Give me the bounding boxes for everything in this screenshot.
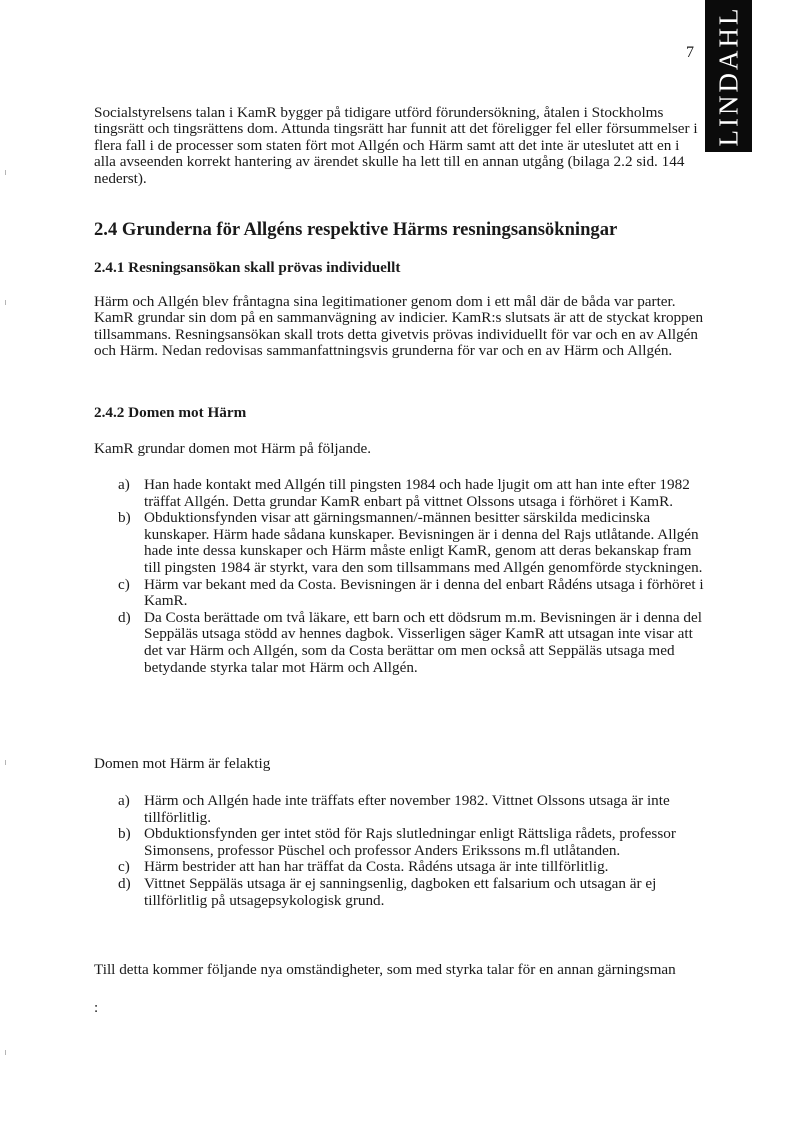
list-item-text: Da Costa berättade om två läkare, ett barn och ett dödsrum m.m. Bevisningen är i denna del Seppäläs utsaga stödd av hennes dagbok. Visserligen säger KamR att utsagan inte visar att det var Härm och Allgén, som da Costa berättar om men också att Seppäläs utsaga med betydande styrka talar mot Härm och Allgén. [144,608,702,676]
list-item-text: Obduktionsfynden ger intet stöd för Rajs slutledningar enligt Rättsliga rådets, professor Simonsens, professor Püschel och professor Anders Erikssons m.fl utlåtanden. [144,825,676,859]
grounds-list [118,477,708,676]
list-item [118,859,708,876]
list-item [118,477,708,510]
list-marker: a) [118,792,130,809]
list-item [118,610,708,676]
page-number: 7 [686,44,694,61]
harm-intro-paragraph: KamR grundar domen mot Härm på följande. [94,440,372,457]
list-marker: d) [118,608,131,626]
section-heading: 2.4 Grunderna för Allgéns respektive Härms resningsansökningar [94,219,618,240]
subsection-heading-harm: 2.4.2 Domen mot Härm [94,404,247,421]
list-item-text: Härm bestrider att han har träffat da Costa. Rådéns utsaga är inte tillförlitlig. [144,858,609,876]
list-marker: b) [118,825,131,843]
list-item-text: Härm och Allgén hade inte träffats efter november 1982. Vittnet Olssons utsaga är inte tillförlitlig. [144,792,670,826]
judgment-incorrect-paragraph: Domen mot Härm är felaktig [94,755,271,772]
list-marker: c) [118,858,130,876]
trailing-mark: : [94,1000,99,1016]
subsection-heading-individual: 2.4.1 Resningsansökan skall prövas individuellt [94,259,401,276]
list-marker: c) [118,575,130,593]
list-item [118,510,708,576]
margin-mark [5,760,6,765]
list-item [118,876,708,909]
rebuttal-list [118,793,708,909]
list-item-text: Härm var bekant med da Costa. Bevisningen är i denna del enbart Rådéns utsaga i förhöret i KamR. [144,575,704,610]
logo-text: LINDAHL [713,5,743,147]
list-marker: d) [118,874,131,892]
individual-review-paragraph: Härm och Allgén blev fråntagna sina legitimationer genom dom i ett mål där de båda var parter. KamR grundar sin dom på en sammanvägning av indicier. KamR:s slutsats är att de styckat kroppen tillsammans. Resningsansökan skall trots detta givetvis prövas individuellt för var och en av Allgén och Härm. Nedan redovisas sammanfattningsvis grunderna för var och en av Härm och Allgén. [94,293,704,360]
list-item-text: Obduktionsfynden visar att gärningsmannen/-männen besitter särskilda medicinska kunskaper. Härm hade sådana kunskaper. Bevisningen är i denna del Rajs utlåtande. Allgén hade inte dessa kunskaper och Härm måste enligt KamR, genom att deras bekanskap fram till pingsten 1984 är styrkt, vara den som tillsammans med Allgén genomförde styckningen. [144,509,703,576]
lindahl-logo [705,0,752,152]
list-item-text: Vittnet Seppäläs utsaga är ej sanningsenlig, dagboken ett falsarium och utsagan är ej tillförlitlig på utsagepsykologisk grund. [144,874,657,909]
margin-mark [5,1050,6,1055]
margin-mark [5,170,6,175]
closing-paragraph: Till detta kommer följande nya omständigheter, som med styrka talar för en annan gärningsman [94,961,676,978]
list-item-text: Han hade kontakt med Allgén till pingsten 1984 och hade ljugit om att han inte efter 1982 träffat Allgén. Detta grundar KamR enbart på vittnet Olssons utsaga i förhöret i KamR. [144,476,690,510]
list-item [118,826,708,859]
list-item [118,577,708,610]
list-item [118,793,708,826]
margin-mark [5,300,6,305]
intro-paragraph: Socialstyrelsens talan i KamR bygger på tidigare utförd förundersökning, åtalen i Stockholms tingsrätt och tingsrättens dom. Attunda tingsrätt har funnit att det föreligger fel eller försummelser i flera fall i de processer som staten fört mot Allgén och Härm samt att det inte är uteslutet att en i alla avseenden korrekt hantering av ärendet skulle ha lett till en annan utgång (bilaga 2.2 sid. 144 nederst). [94,104,698,187]
list-marker: b) [118,509,131,527]
list-marker: a) [118,476,130,493]
